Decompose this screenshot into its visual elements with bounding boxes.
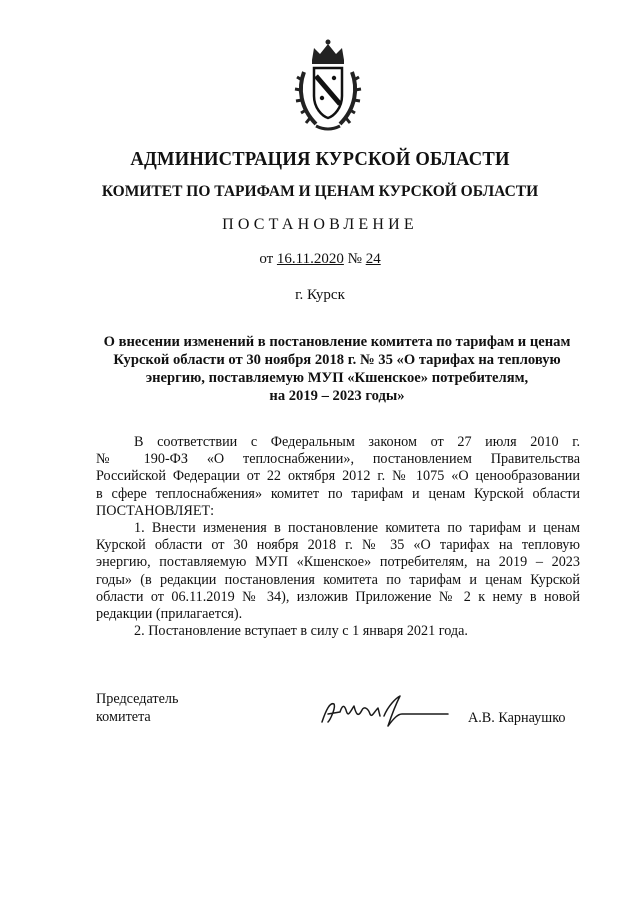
organization-title: АДМИНИСТРАЦИЯ КУРСКОЙ ОБЛАСТИ [130,148,510,170]
number-prefix: № [343,251,366,267]
date-number-line [0,251,640,268]
preamble-line: В соответствии с Федеральным законом от 27 июля 2010 г. [134,434,580,450]
document-type: ПОСТАНОВЛЕНИЕ [222,216,418,233]
document-number: 24 [365,251,381,267]
item1-line: 1. Внести изменения в постановление комитета по тарифам и ценам [134,520,580,537]
preamble-line: в сфере теплоснабжения» комитет по тарифам и ценам Курской области [96,485,580,502]
committee-title: КОМИТЕТ ПО ТАРИФАМ И ЦЕНАМ КУРСКОЙ ОБЛАСТИ [101,183,539,200]
item2-line: 2. Постановление вступает в силу с 1 января 2021 года. [134,623,468,640]
signatory-role [96,690,178,726]
preamble-line: Российской Федерации от 22 октября 2012 г. № 1075 «О ценообразовании [96,468,580,485]
signatory-name: А.В. Карнаушко [468,710,566,726]
item1-line: энергию, поставляемую МУП «Кшенское» потребителям, на 2019 – 2023 [96,554,580,571]
item1-line: области от 06.11.2019 № 34), изложив Приложение № 2 к нему в новой [96,588,580,605]
subject-line: на 2019 – 2023 годы» [269,388,405,404]
preamble-line: № 190-ФЗ «О теплоснабжении», постановлением Правительства [96,451,580,468]
subject-line: Курской области от 30 ноября 2018 г. № 35 «О тарифах на тепловую [113,352,561,368]
handwritten-signature [318,692,453,732]
role-line: комитета [96,709,151,725]
document-body [96,434,580,640]
city: г. Курск [295,287,345,303]
role-line: Председатель [96,691,179,707]
document-subject [92,333,582,405]
document-date: 16.11.2020 [276,251,344,267]
coat-of-arms-emblem [294,38,362,134]
item1-line: Курской области от 30 ноября 2018 г. № 35 «О тарифах на тепловую [96,537,580,554]
subject-line: О внесении изменений в постановление комитета по тарифам и ценам [103,334,571,350]
item1-line: редакции (прилагается). [96,606,243,623]
item1-line: годы» (в редакции постановления комитета по тарифам и ценам Курской [96,571,580,588]
subject-line: энергию, поставляемую МУП «Кшенское» потребителям, [145,370,529,386]
date-prefix: от [259,251,277,267]
preamble-line: ПОСТАНОВЛЯЕТ: [96,502,215,519]
